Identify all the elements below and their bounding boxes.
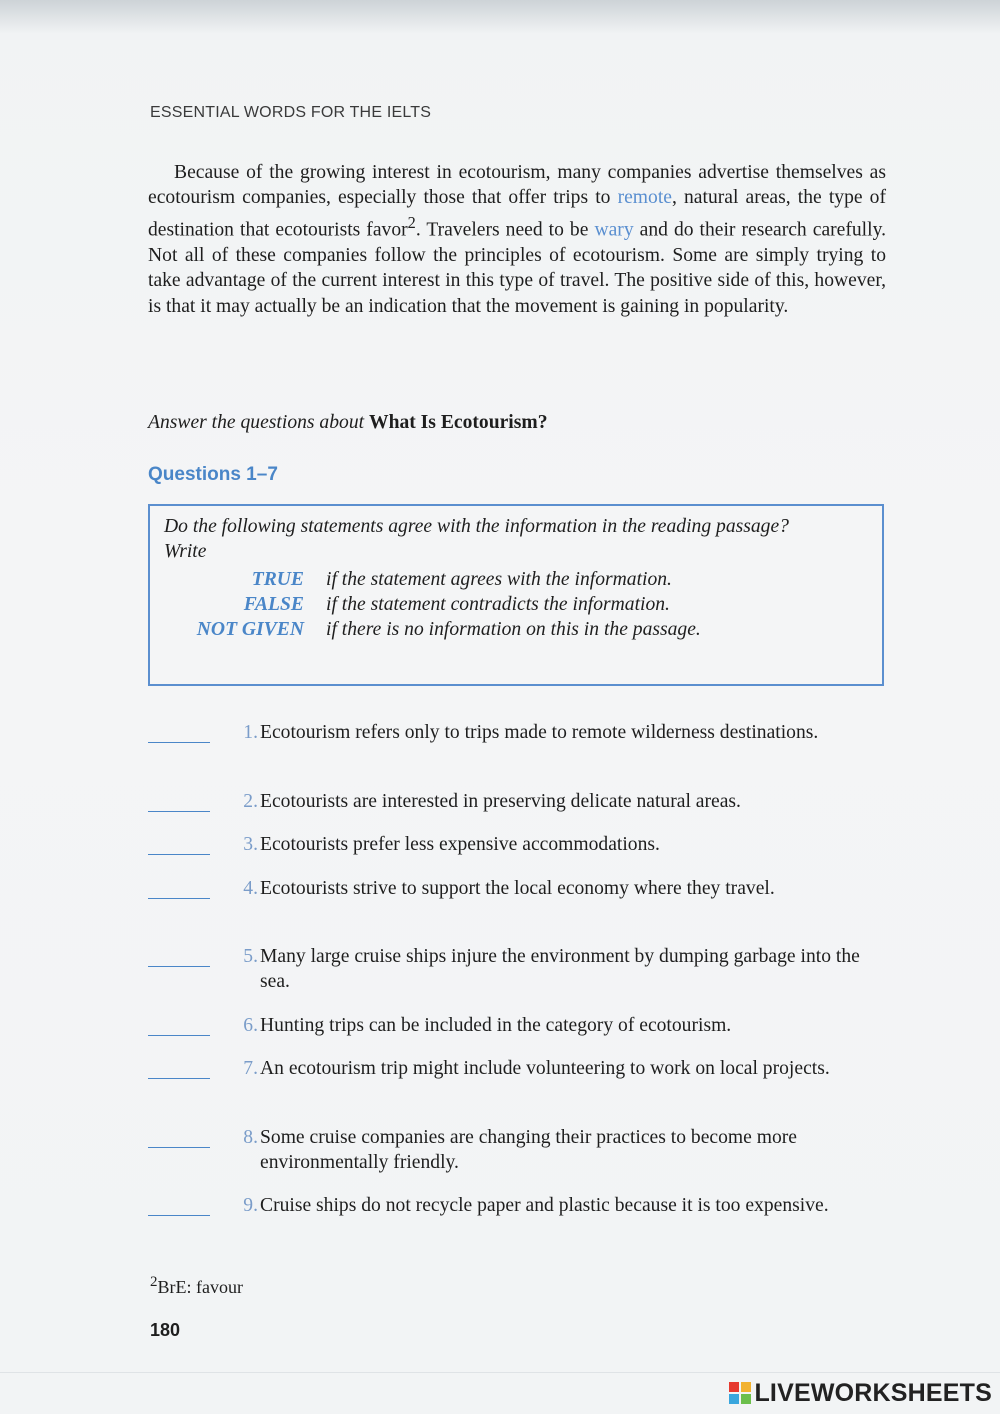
question-text: Cruise ships do not recycle paper and plastic because it is too expensive. (260, 1195, 829, 1216)
question-7 (148, 1056, 888, 1081)
footnote-text: BrE: favour (157, 1277, 243, 1297)
answer-blank-1[interactable] (148, 720, 210, 743)
question-number: 6. (243, 1015, 258, 1036)
question-text: Many large cruise ships injure the environment by dumping garbage into the sea. (260, 946, 860, 993)
legend-row-true (164, 567, 868, 592)
question-4 (148, 876, 888, 901)
question-text: Ecotourists prefer less expensive accommodations. (260, 834, 660, 855)
question-number: 4. (243, 878, 258, 899)
answer-blank-2[interactable] (148, 789, 210, 812)
logo-square (729, 1394, 739, 1404)
footnote-marker: 2 (150, 1274, 158, 1290)
question-number: 8. (243, 1127, 258, 1148)
page-number: 180 (150, 1320, 181, 1340)
directions-box (148, 504, 884, 686)
answer-blank-6[interactable] (148, 1013, 210, 1036)
passage-text-2: , natural areas, the type of destination that ecotourists favor (148, 187, 887, 241)
question-number: 5. (243, 946, 258, 967)
running-head: ESSENTIAL WORDS FOR THE IELTS (150, 104, 432, 121)
logo-square (729, 1382, 739, 1392)
legend-key: NOT GIVEN (196, 619, 304, 640)
legend-row-false (164, 592, 868, 617)
glossary-word-remote[interactable]: remote (617, 187, 672, 209)
question-number: 1. (243, 722, 258, 743)
question-number: 9. (243, 1195, 258, 1216)
legend-definition: if there is no information on this in the passage. (326, 619, 701, 640)
answer-blank-3[interactable] (148, 832, 210, 855)
legend-row-not-given (164, 617, 868, 642)
scan-shadow (0, 0, 1000, 34)
question-8 (148, 1125, 888, 1175)
answer-blank-4[interactable] (148, 876, 210, 899)
instruction-title: What Is Ecotourism? (368, 412, 548, 433)
question-text: Ecotourists strive to support the local economy where they travel. (260, 878, 775, 899)
instruction-line (148, 412, 548, 434)
legend-key: TRUE (251, 569, 304, 590)
legend-definition: if the statement contradicts the information. (326, 594, 670, 615)
directions-question: Do the following statements agree with the information in the reading passage? (164, 516, 789, 537)
answer-blank-5[interactable] (148, 944, 210, 967)
question-6 (148, 1013, 888, 1038)
footnote-ref: 2 (407, 213, 416, 233)
question-1 (148, 720, 888, 745)
question-text: Ecotourism refers only to trips made to remote wilderness destinations. (260, 722, 819, 743)
directions-write: Write (164, 541, 207, 562)
question-number: 7. (243, 1058, 258, 1079)
passage-text-4: and do their research carefully. Not all of these companies follow the principles of ecotourism. Some are simply trying to take advantage of the current interest in this type of travel. The positive side of this, however, is that it may actually be an indication that the movement is gaining in popularity. (148, 219, 886, 317)
question-5 (148, 944, 888, 994)
instruction-text: Answer the questions about (148, 412, 369, 433)
question-text: Ecotourists are interested in preserving delicate natural areas. (260, 791, 741, 812)
question-text: An ecotourism trip might include volunteering to work on local projects. (260, 1058, 830, 1079)
answer-blank-9[interactable] (148, 1193, 210, 1216)
logo-square (741, 1394, 751, 1404)
logo-square (741, 1382, 751, 1392)
question-text: Some cruise companies are changing their practices to become more environmentally friendly. (260, 1127, 797, 1174)
question-9 (148, 1193, 888, 1218)
page-bottom-divider (0, 1372, 1000, 1373)
question-number: 3. (243, 834, 258, 855)
question-text: Hunting trips can be included in the category of ecotourism. (260, 1015, 732, 1036)
reading-passage (148, 160, 886, 319)
passage-text-1: Because of the growing interest in ecotourism, many companies advertise themselves as ecotourism companies, especially those that offer trips to (148, 162, 886, 209)
answer-blank-8[interactable] (148, 1125, 210, 1148)
question-3 (148, 832, 888, 857)
question-2 (148, 789, 888, 814)
question-number: 2. (243, 791, 258, 812)
liveworksheets-brand[interactable] (729, 1378, 992, 1408)
legend-key: FALSE (243, 594, 304, 615)
glossary-word-wary[interactable]: wary (594, 219, 634, 241)
brand-name: LIVEWORKSHEETS (754, 1378, 992, 1407)
passage-text-3: . Travelers need to be (415, 219, 595, 241)
legend-definition: if the statement agrees with the information. (326, 569, 672, 590)
answer-blank-7[interactable] (148, 1056, 210, 1079)
footnote (150, 1274, 243, 1298)
liveworksheets-logo-icon (729, 1382, 751, 1404)
questions-heading: Questions 1–7 (148, 464, 278, 485)
